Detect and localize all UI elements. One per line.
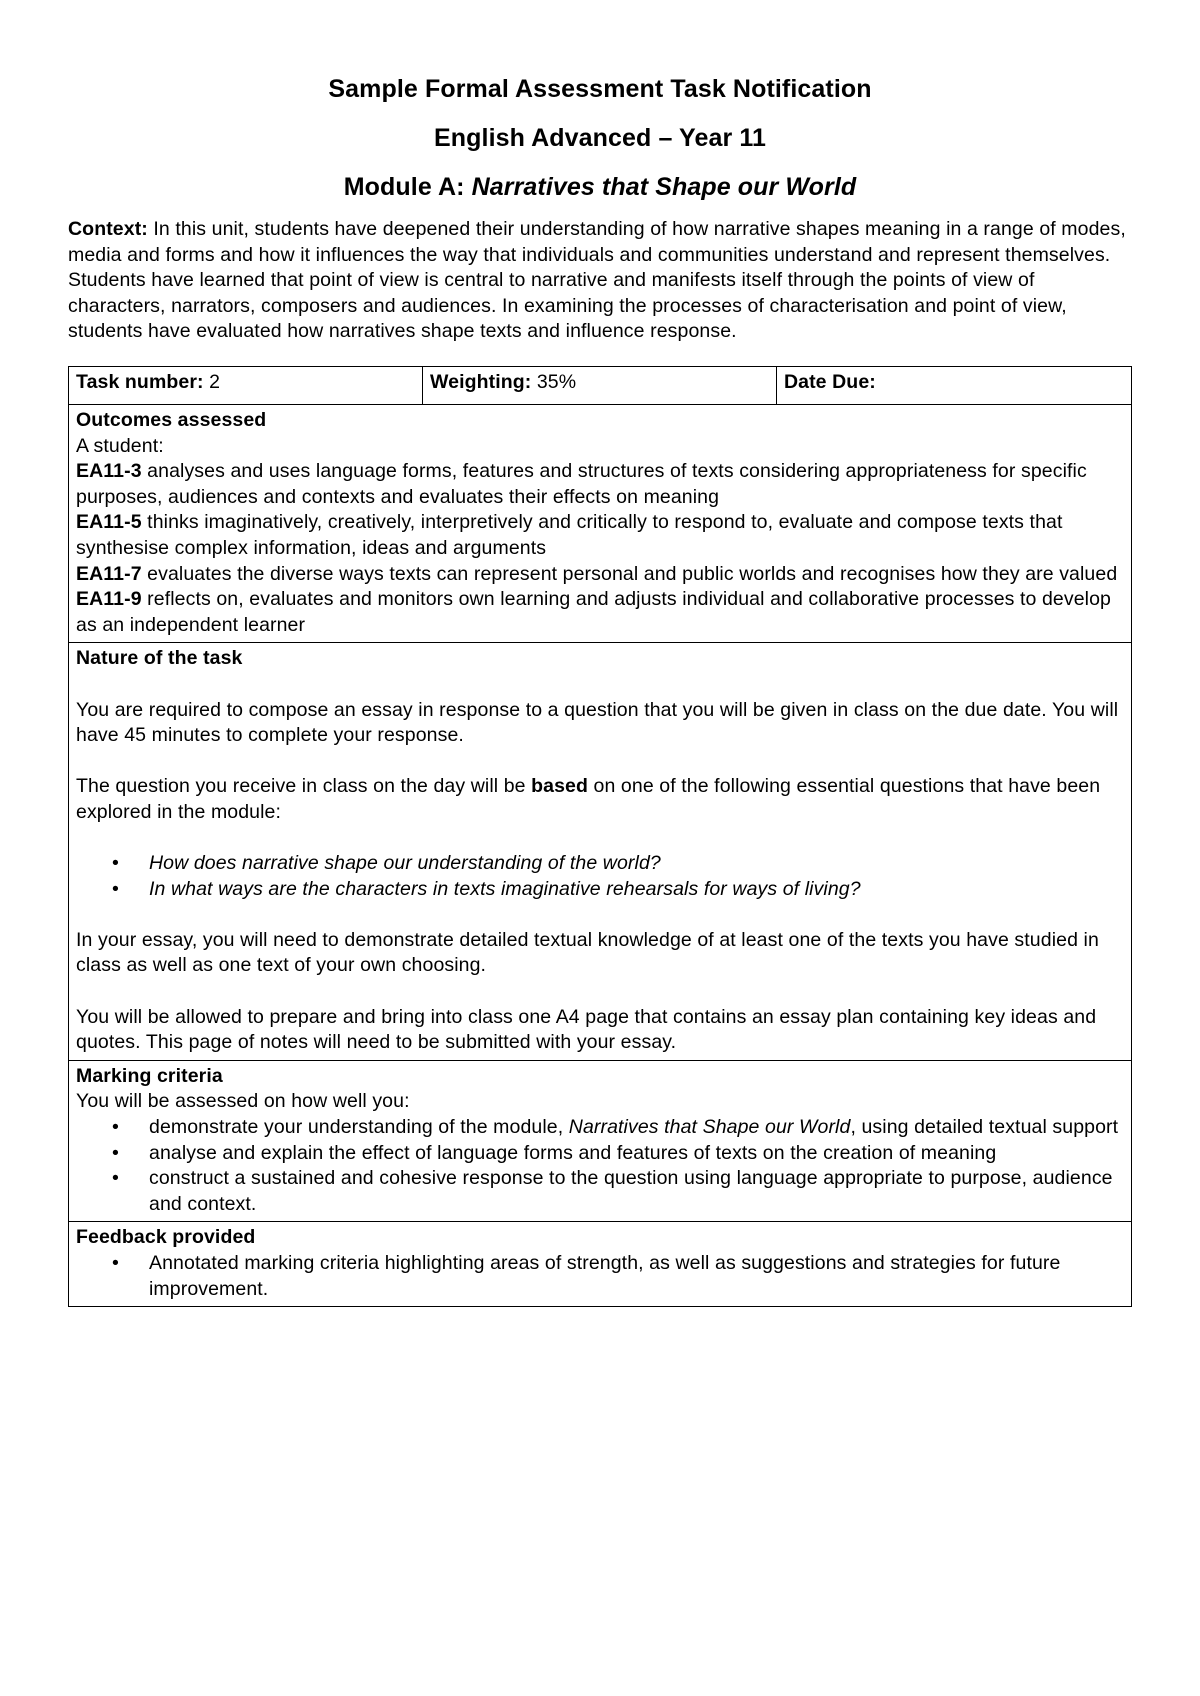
weighting-value: 35% [531, 370, 577, 393]
feedback-item [76, 1251, 1125, 1302]
feedback-row [69, 1222, 1132, 1307]
bullet-icon: • [112, 1251, 119, 1274]
module-heading [68, 172, 1132, 202]
outcomes-row [69, 404, 1132, 642]
feedback-title: Feedback provided [76, 1226, 256, 1249]
date-due-label: Date Due: [783, 370, 876, 393]
task-header-row [69, 366, 1132, 404]
marking-criteria-list [76, 1115, 1125, 1217]
bullet-icon: • [112, 1167, 119, 1190]
feedback-text: Annotated marking criteria highlighting areas of strength, as well as suggestions and strategies for future improvement. [149, 1251, 1061, 1300]
criterion-text: analyse and explain the effect of language forms and features of texts on the creation of meaning [149, 1141, 997, 1164]
weighting-cell [422, 366, 776, 404]
outcome-text: analyses and uses language forms, features and structures of texts considering appropriateness for specific purposes, audiences and contexts and evaluates their effects on meaning [76, 460, 1087, 508]
task-number-label: Task number: [76, 370, 204, 393]
context-label: Context: [68, 218, 148, 240]
marking-criterion [76, 1141, 1125, 1167]
outcomes-title: Outcomes assessed [76, 408, 267, 431]
task-table [68, 366, 1132, 1307]
task-number-value: 2 [203, 370, 221, 393]
criterion-text: demonstrate your understanding of the module, [149, 1116, 569, 1138]
feedback-list [76, 1251, 1125, 1302]
criterion-text-end: , using detailed textual support [850, 1116, 1119, 1138]
outcome-code: EA11-3 [76, 460, 142, 483]
outcomes-cell [69, 404, 1132, 642]
nature-paragraph-3: In your essay, you will need to demonstrate detailed textual knowledge of at least one of the texts you have studied in class as well as one text of your own choosing. [76, 928, 1099, 977]
nature-paragraph-1: You are required to compose an essay in response to a question that you will be given in class on the due date. You will have 45 minutes to complete your response. [76, 698, 1119, 747]
criterion-module-name: Narratives that Shape our World [568, 1116, 851, 1138]
bullet-icon: • [112, 1141, 119, 1164]
nature-p2-text: The question you receive in class on the day will be [76, 775, 532, 798]
context-paragraph [68, 217, 1132, 345]
bullet-icon: • [112, 1116, 119, 1138]
outcome-text: thinks imaginatively, creatively, interpretively and critically to respond to, evaluate and compose texts that synthesise complex information, ideas and arguments [76, 511, 1063, 559]
module-name: Narratives that Shape our World [471, 173, 857, 201]
outcome-text: reflects on, evaluates and monitors own learning and adjusts individual and collaborative processes to develop as an independent learner [76, 588, 1111, 636]
criterion-text: construct a sustained and cohesive response to the question using language appropriate to purpose, audience and context. [149, 1167, 1113, 1215]
task-number-cell [69, 366, 423, 404]
module-prefix: Module A: [343, 173, 472, 201]
outcome-code: EA11-9 [76, 588, 142, 611]
nature-p2-text-end: on one of the following essential questions that have been explored in the module: [76, 775, 1101, 823]
date-due-cell [776, 366, 1131, 404]
document-subtitle: English Advanced – Year 11 [434, 124, 766, 152]
outcome-item [76, 562, 1125, 588]
marking-criterion [76, 1166, 1125, 1217]
bullet-icon: • [112, 852, 119, 875]
nature-p2-bold: based [531, 775, 588, 798]
outcome-item [76, 459, 1125, 510]
outcome-code: EA11-5 [76, 511, 142, 534]
outcome-text: evaluates the diverse ways texts can represent personal and public worlds and recognises how they are valued [141, 562, 1118, 585]
nature-paragraph-4: You will be allowed to prepare and bring into class one A4 page that contains an essay plan containing key ideas and quotes. This page of notes will need to be submitted with your essay. [76, 1005, 1097, 1054]
outcome-item [76, 510, 1125, 561]
essential-question [76, 851, 1125, 877]
nature-title: Nature of the task [76, 647, 243, 670]
context-text: In this unit, students have deepened their understanding of how narrative shapes meaning in a range of modes, media and forms and how it influences the way that individuals and communities understand and represent themselves. Students have learned that point of view is central to narrative and manifests itself through the points of view of characters, narrators, composers and audiences. In examining the processes of characterisation and point of view, students have evaluated how narratives shape texts and influence response. [68, 218, 1126, 343]
outcome-code: EA11-7 [76, 562, 142, 585]
outcome-item [76, 587, 1125, 638]
essential-question [76, 877, 1125, 903]
feedback-cell [69, 1222, 1132, 1307]
outcomes-intro: A student: [76, 434, 164, 457]
nature-paragraph-2 [76, 774, 1125, 825]
marking-row [69, 1060, 1132, 1222]
marking-title: Marking criteria [76, 1064, 223, 1087]
weighting-label: Weighting: [429, 370, 532, 393]
document-title: Sample Formal Assessment Task Notification [328, 75, 872, 103]
marking-criterion [76, 1115, 1125, 1141]
nature-cell [69, 643, 1132, 1061]
bullet-icon: • [112, 877, 119, 900]
nature-row [69, 643, 1132, 1061]
essential-question-text: How does narrative shape our understanding of the world? [149, 852, 661, 875]
marking-intro: You will be assessed on how well you: [76, 1090, 410, 1113]
document-page [68, 62, 1132, 1307]
essential-question-text: In what ways are the characters in texts imaginative rehearsals for ways of living? [149, 877, 861, 900]
essential-questions-list [76, 851, 1125, 902]
marking-cell [69, 1060, 1132, 1222]
